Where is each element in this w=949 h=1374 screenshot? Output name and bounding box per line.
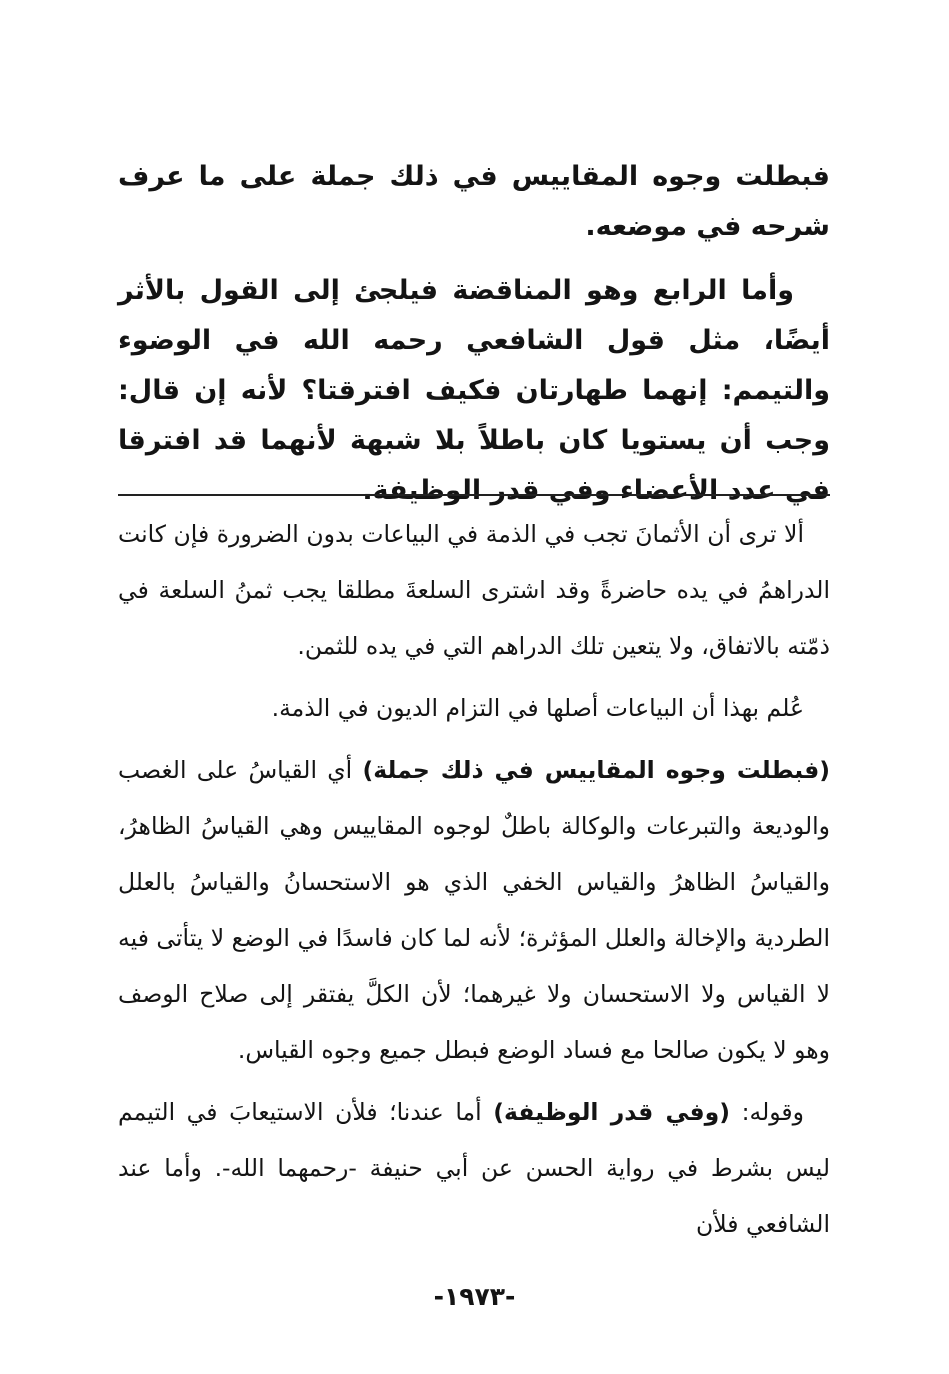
main-paragraph-1: فبطلت وجوه المقاييس في ذلك جملة على ما عرف شرحه في موضعه. <box>118 161 830 242</box>
main-paragraph-2: وأما الرابع وهو المناقضة فيلجئ إلى القول بالأثر أيضًا، مثل قول الشافعي رحمه الله في الوضوء والتيمم: إنهما طهارتان فكيف افترقتا؟ لأنه إن قال: وجب أن يستويا كان باطلاً بلا شبهة لأنهما قد افترقا في عدد الأعضاء وفي قدر الوظيفة. <box>118 275 830 506</box>
commentary-paragraph-2: عُلم بهذا أن البياعات أصلها في التزام الديون في الذمة. <box>271 694 804 722</box>
commentary-text-span: أما عندنا؛ فلأن الاستيعابَ في التيمم ليس بشرط في رواية الحسن عن أبي حنيفة -رحمهما الله-. وأما عند الشافعي فلأن <box>118 1098 830 1238</box>
quoted-phrase: (فبطلت وجوه المقاييس في ذلك جملة) <box>362 756 830 784</box>
quoted-phrase: (وفي قدر الوظيفة) <box>493 1098 731 1126</box>
commentary-lead: وقوله: <box>730 1098 805 1126</box>
footnote-divider <box>118 494 830 496</box>
commentary-paragraph-1: ألا ترى أن الأثمانَ تجب في الذمة في البياعات بدون الضرورة فإن كانت الدراهمُ في يده حاضرةً وقد اشترى السلعةَ مطلقا يجب ثمنُ السلعة في ذمّته بالاتفاق، ولا يتعين تلك الدراهم التي في يده للثمن. <box>118 520 830 660</box>
commentary-paragraph-3 <box>118 742 830 1078</box>
main-text <box>118 152 830 516</box>
page-number: -١٩٧٣- <box>433 1282 516 1311</box>
commentary-text <box>118 506 830 1258</box>
commentary-paragraph-4 <box>118 1084 830 1252</box>
commentary-text-span: أي القياسُ على الغصب والوديعة والتبرعات والوكالة باطلٌ لوجوه المقاييس وهي القياسُ الظاهرُ، والقياسُ الظاهرُ والقياس الخفي الذي هو الاستحسانُ والقياسُ بالعلل الطردية والإخالة والعلل المؤثرة؛ لأنه لما كان فاسدًا في الوضع لا يتأتى فيه لا القياس ولا الاستحسان ولا غيرهما؛ لأن الكلَّ يفتقر إلى صلاح الوصف وهو لا يكون صالحا مع فساد الوضع فبطل جميع وجوه القياس. <box>118 756 830 1064</box>
